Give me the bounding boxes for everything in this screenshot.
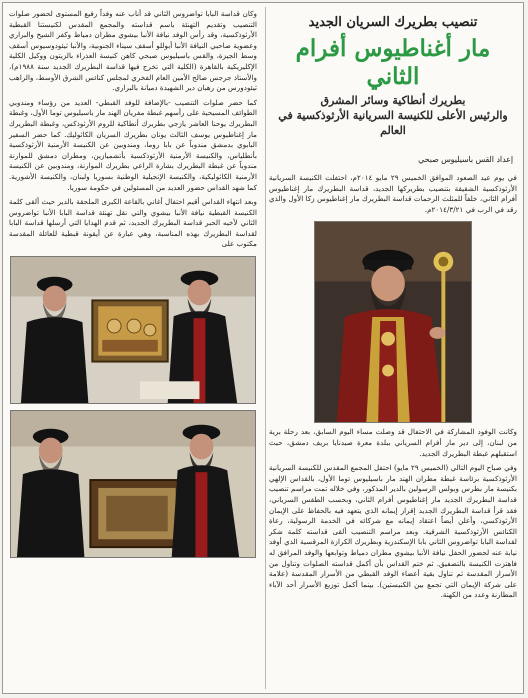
article-paragraph: وكانت الوفود المشاركة في الاحتفال قد وصلت مساء اليوم السابق، بعد رحلة برية من لبنان، إلى دير مار أفرام السرياني ببلدة معرة صيدنايا بريف دمشق، حيث استقبلهم غبطة البطريرك الجديد. [269, 427, 517, 458]
article-paragraph: في يوم عيد الصعود الموافق الخميس ٢٩ مايو ٢٠١٤م، احتفلت الكنيسة السريانية الأرثوذكسية الشقيقة بتنصيب بطريركها الجديد، قداسة البطريرك مار إغناطيوس أفرام الثاني، خلفاً للمثلث الرحمات قداسة البطريرك مار إغناطيوس زكا الأول والذي رقد في الرب في ٢٠١٤/٣/٢١م. [269, 173, 517, 214]
article-headline: مار أغناطيوس أفرام الثاني [295, 35, 491, 90]
article-paragraph: وبعد انتهاء القداس أقيم احتفال أغاني بالقاعة الكبرى الملحقة بالدير حيث ألقى كلمة الكنيسة القبطية نيافة الأنبا بيشوي والتي نقل تهنئة قداسة البابا الأنبا تواضروس الثاني لأخيه الحبر قداسة البطريرك الجديد، ثم قدم الهدايا التي أرسلها قداسة البابا لقداسة البطريرك بهذه المناسبة، وهي عبارة عن أيقونة قبطية للعائلة المقدسة مكتوب على [9, 197, 257, 249]
left-column [9, 9, 257, 687]
article-byline: إعداد القس باسيليوس صبحي [418, 155, 513, 164]
article-paragraph: وفي صباح اليوم التالي (الخميس ٢٩ مايو) احتفل المجمع المقدس للكنيسة السريانية الأرثوذكسية برئاسة غبطة مطران الهند مار باسيليوس توما الأول، بالقداس الإلهي بكنيسة مار بطرس وبولس الرسولين بالدير المذكور، وفي خلاله تمت مراسم تنصيب قداسة البطريرك الجديد مار إغناطيوس أفرام الثاني، وبحسب الطقس السرياني، فقد قرأ قداسة البطريرك الجديد إقرار إيمانه الذي يتعهد فيه بالحفاظ على الإيمان الأرثوذكسي، وأعلن أيضاً اعتقاد إيمانه مع شركائه في الخدمة الرسولية، رعاة الكنائس الأرثوذكسية الشرقية. وبعد مراسم التنصيب ألقى قداسته كلمة شكر لقداسة البابا تواضروس الثاني بابا الإسكندرية وبطريرك الكرازة المرقسية الذي أوفد نيابة عنه لحضور الحفل نيافة الأنبا بيشوي مطران دمياط وتوابعها والوفد المرافق له فاهتزت الكنيسة بالتصفيق. ثم ختم القداس بأن أكمل قداسته الصلوات وتناول من الأسرار المقدسة ثم تناول بقية أعضاء الوفد القبطي من الأسرار المقدسة (علامة على شركة الإيمان التي تجمع بين الكنيستين). بينما أكمل توزيع الأسرار أحد الآباء المطارنة وعدد من الكهنة. [269, 463, 517, 600]
right-column [269, 9, 517, 687]
column-divider [265, 7, 266, 689]
gift-icon-presentation-photo [10, 256, 256, 404]
article-paragraph: كما حضر صلوات التنصيب -بالإضافة للوفد القبطي- العديد من رؤساء ومندوبي الطوائف المسيحية على رأسهم غبطة مفريان الهند مار باسيليوس توما الأول، وغبطة البطريرك يوحنا العاشر يازجي بطريرك أنطاكية للروم الأرثوذكس، وغبطة البطريرك مار إغناطيوس يوسف الثالث يونان بطريرك السريان الكاثوليك. كما حضر السفير البابوي بدمشق مندوباً عن بابا روما، ومندوبين عن الكنيسة الأرمنية الأرثوذكسية بأنطلياس، والكنيسة الأرمنية الأرثوذكسية بأتشميازين، ومطران دمشق للموارنة مندوباً عن غبطة البطريرك بشارة الراعي بطريرك الموارنة، ومندوبين عن الكنيسة الأرمنية الكاثوليكية، والكنيسة الإنجيلية الوطنية بسوريا ولبنان، والكنيسة الأشورية. كما شهد القداس حضور العديد من المسئولين في حكومة سوريا. [9, 97, 257, 192]
article-subhead-2: والرئيس الأعلى للكنيسة السريانية الأرثوذكسية في العالم [278, 109, 508, 137]
framed-gift-presentation-photo [10, 410, 256, 558]
article-kicker: تنصيب بطريرك السريان الجديد [308, 15, 478, 30]
patriarch-portrait-photo [314, 221, 472, 423]
article-paragraph: وكان قداسة البابا تواضروس الثاني قد أناب عنه وفداً رفيع المستوى لحضور صلوات التنصيب وتقديم التهنئة باسم قداسته والمجمع المقدس لكنيستنا القبطية الأرثوذكسية، وقد رأس الوفد نيافة الأنبا بيشوي مطران دمياط وكفر الشيخ والبراري وعضوية صاحبي النيافة الأنبا أبوللو أسقف سيناء الجنوبية، والأنبا ثيئودوسيوس أسقف وسط الجيزة، والقس باسيليوس صبحي كاهن كنيسة العذراء بالزيتون ووكيل الكلية الإكليريكية بالقاهرة (الكلية التي تخرج فيها قداسة البطريرك الجديد سنة ١٩٨٨م)، والأستاذ جرجس صالح الأمين العام الفخري لمجلس كنائس الشرق الأوسط، والراهب ثيئودورس من رهبان دير الشهيدة دميانة بالبراري. [9, 9, 257, 93]
newspaper-page [2, 2, 524, 694]
article-subhead-1: بطريرك أنطاكية وسائر المشرق [320, 94, 466, 107]
